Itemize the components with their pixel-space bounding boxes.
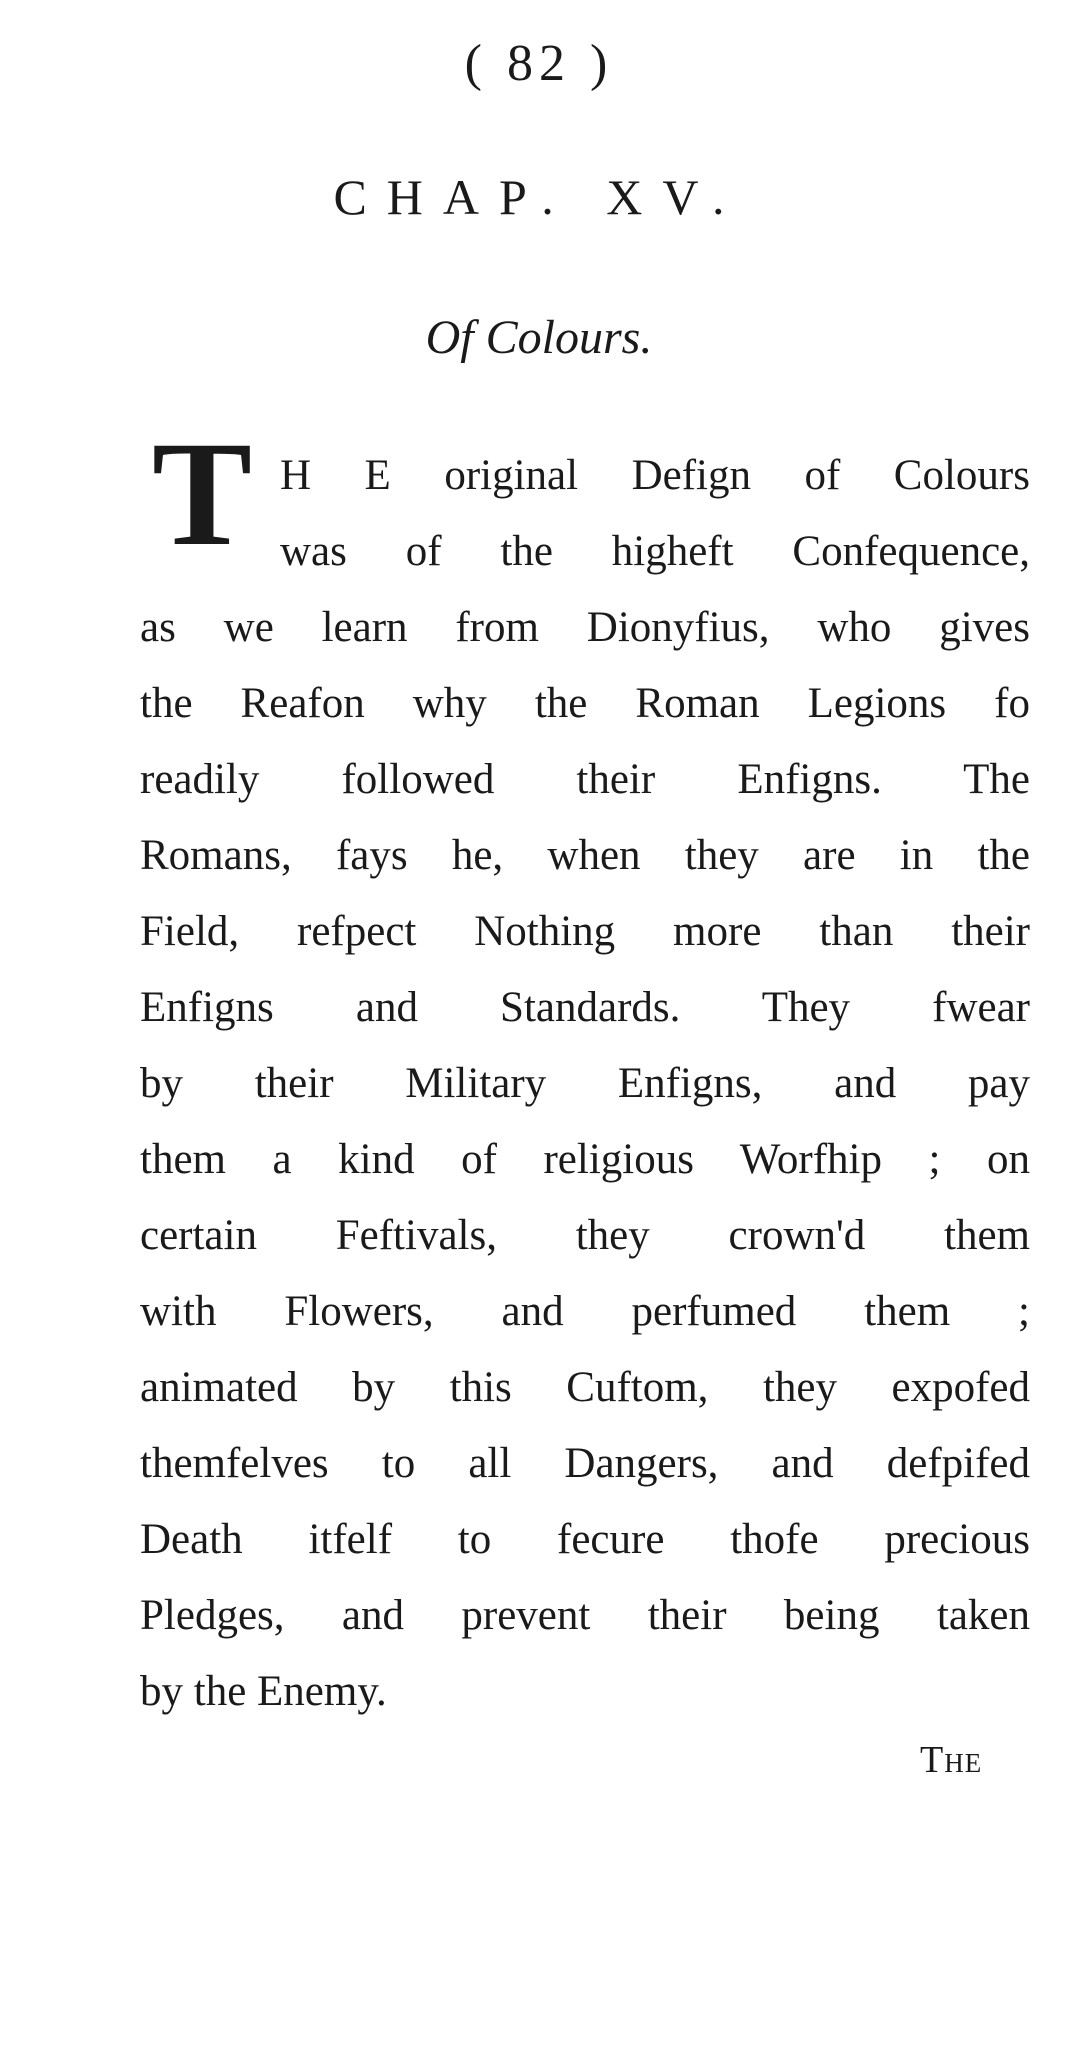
chapter-title: Of Colours. [425, 311, 653, 364]
chapter-heading: CHAP. XV. [333, 169, 745, 225]
text-line: them a kind of religious Worfhip ; on [140, 1136, 1030, 1183]
text-line: Enfigns and Standards. They fwear [140, 984, 1030, 1031]
text-line: Field, refpect Nothing more than their [140, 908, 1030, 955]
drop-cap: T [152, 411, 253, 577]
text-line: readily followed their Enfigns. The [140, 756, 1030, 803]
text-line: Romans, fays he, when they are in the [140, 832, 1030, 879]
text-line: certain Feftivals, they crown'd them [140, 1212, 1030, 1259]
catchword: The [920, 1739, 983, 1781]
text-line: the Reafon why the Roman Legions fo [140, 680, 1030, 727]
text-line: H E original Defign of Colours [280, 452, 1030, 499]
text-line: Pledges, and prevent their being taken [140, 1592, 1030, 1639]
text-line: animated by this Cuftom, they expofed [140, 1364, 1030, 1411]
text-line: themfelves to all Dangers, and defpifed [140, 1440, 1030, 1487]
page-number: ( 82 ) [464, 35, 614, 92]
text-line: by their Military Enfigns, and pay [140, 1060, 1030, 1107]
text-line: as we learn from Dionyfius, who gives [140, 604, 1030, 651]
text-line: with Flowers, and perfumed them ; [140, 1288, 1030, 1335]
text-line: Death itfelf to fecure thofe precious [140, 1516, 1030, 1563]
text-line: by the Enemy. [140, 1668, 387, 1715]
text-line: was of the higheft Confequence, [280, 528, 1030, 575]
